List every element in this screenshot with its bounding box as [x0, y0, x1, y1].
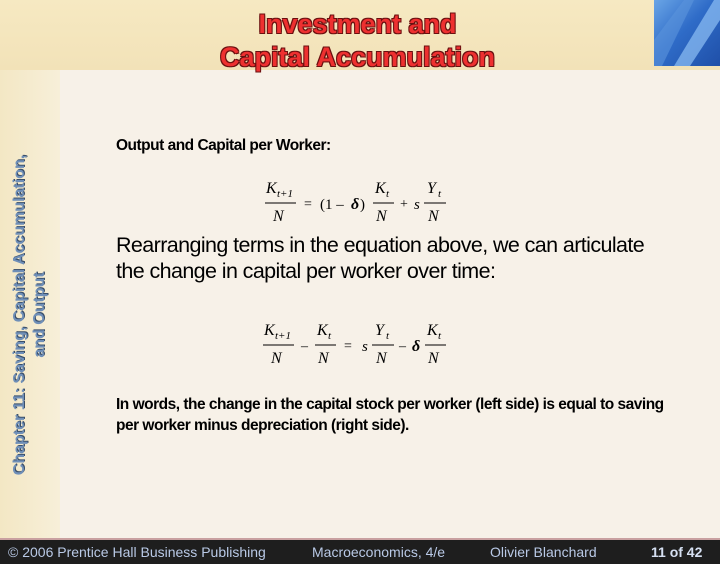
svg-text:N: N	[318, 350, 329, 367]
svg-text:t: t	[386, 188, 390, 200]
corner-decoration	[654, 0, 720, 66]
svg-text:t: t	[386, 330, 390, 342]
svg-text:N: N	[273, 208, 284, 225]
svg-text:–: –	[399, 339, 406, 354]
footer-bar	[0, 538, 720, 564]
svg-text:–: –	[301, 339, 308, 354]
svg-text:δ: δ	[412, 338, 421, 355]
summary-text: In words, the change in the capital stock per worker (left side) is equal to saving per worker minus depreciation (right side).	[116, 396, 664, 434]
svg-text:s: s	[414, 197, 420, 213]
svg-text:K: K	[317, 322, 328, 339]
page-number: 11 of 42	[651, 544, 703, 560]
svg-text:K: K	[427, 322, 438, 339]
svg-text:t: t	[328, 330, 332, 342]
slide-title-line1: Investment and	[258, 9, 457, 39]
svg-text:t+1: t+1	[275, 330, 291, 342]
slide-title	[120, 8, 595, 74]
explanation-paragraph: Rearranging terms in the equation above, we can articulate the change in capital per worker over time:	[116, 233, 645, 283]
svg-text:=: =	[304, 197, 312, 212]
footer-book: Macroeconomics, 4/e	[312, 544, 446, 560]
svg-text:Y: Y	[375, 322, 384, 339]
svg-text:t: t	[438, 188, 442, 200]
chapter-label	[10, 115, 54, 515]
svg-text:+: +	[400, 197, 408, 212]
slide-title-line2: Capital Accumulation	[219, 42, 496, 72]
equation-capital-change	[260, 318, 455, 370]
chapter-label-line1: Chapter 11: Saving, Capital Accumulation,	[11, 154, 28, 476]
svg-text:(1 –: (1 –	[320, 197, 344, 213]
svg-text:s: s	[362, 339, 368, 355]
svg-text:): )	[360, 197, 365, 213]
svg-text:N: N	[376, 350, 387, 367]
footer-author: Olivier Blanchard	[490, 544, 597, 560]
footer-copyright: © 2006 Prentice Hall Business Publishing	[8, 544, 266, 560]
section-heading: Output and Capital per Worker:	[116, 137, 331, 154]
svg-text:K: K	[266, 180, 277, 197]
svg-text:δ: δ	[351, 196, 360, 213]
chapter-label-line2: and Output	[31, 272, 48, 358]
svg-text:N: N	[271, 350, 282, 367]
svg-text:=: =	[344, 339, 352, 354]
svg-text:t: t	[438, 330, 442, 342]
svg-text:K: K	[264, 322, 275, 339]
svg-text:N: N	[376, 208, 387, 225]
svg-text:t+1: t+1	[277, 188, 293, 200]
equation-capital-accumulation	[262, 176, 452, 228]
svg-text:N: N	[428, 350, 439, 367]
svg-text:K: K	[375, 180, 386, 197]
svg-text:N: N	[428, 208, 439, 225]
svg-text:Y: Y	[427, 180, 436, 197]
